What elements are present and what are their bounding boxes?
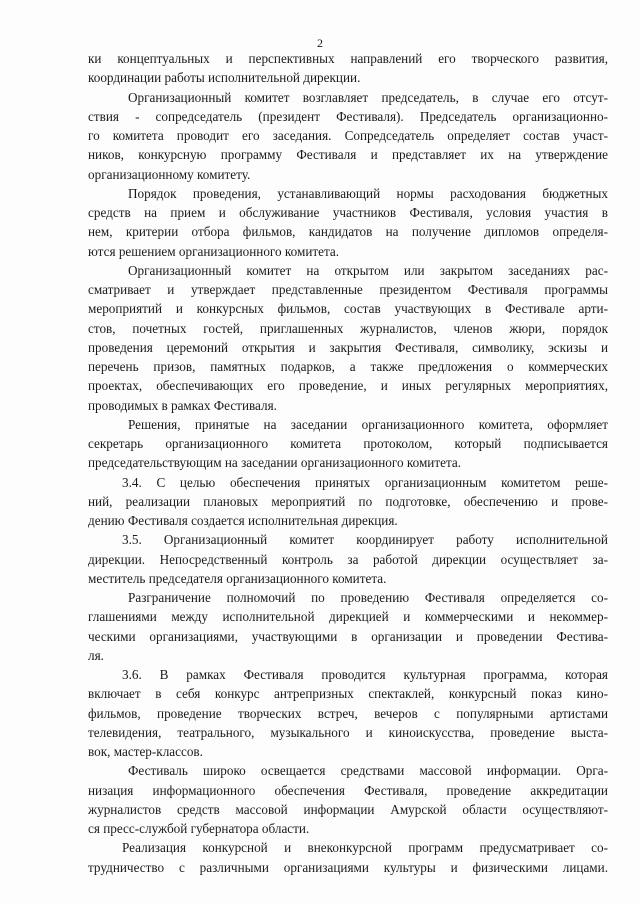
text-line: проводимых в рамках Фестиваля. [88, 397, 277, 413]
text-line: трудничество с различными организациями культуры и физическими лицами. [88, 859, 608, 875]
text-line: низация информационного обеспечения Фестиваля, проведение аккредитации [88, 782, 608, 798]
text-line: проведения церемоний открытия и закрытия Фестиваля, символику, эскизы и [88, 339, 608, 355]
text-line: телевидения, театрального, музыкального и киноискусства, проведение выста- [88, 724, 608, 740]
text-line: стов, почетных гостей, приглашенных журналистов, членов жюри, порядок [88, 320, 608, 336]
text-line: Порядок проведения, устанавливающий нормы расходования бюджетных [128, 185, 608, 201]
text-line: 3.4. С целью обеспечения принятых организационным комитетом реше- [122, 474, 608, 490]
text-line: включает в себя конкурс антрепризных спектаклей, конкурсный показ кино- [88, 686, 608, 702]
text-line: 3.6. В рамках Фестиваля проводится культурная программа, которая [122, 667, 608, 682]
text-line: перечень призов, памятных подарков, а также предложения о коммерческих [88, 359, 608, 374]
text-line: меститель председателя организационного комитета. [88, 570, 387, 586]
text-line: журналистов средств массовой информации Амурской области осуществляют- [88, 801, 608, 817]
text-line: Разграничение полномочий по проведению Фестиваля определяется со- [128, 590, 608, 605]
text-line: Организационный комитет возглавляет председатель, в случае его отсут- [128, 89, 608, 105]
text-line: дирекции. Непосредственный контроль за работой дирекции осуществляет за- [88, 551, 608, 567]
text-line: ствия - сопредседатель (президент Фестиваля). Председатель организационно- [88, 108, 608, 124]
text-line: нем, критерии отбора фильмов, кандидатов на получение дипломов определя- [88, 224, 608, 240]
text-line: ний, реализации плановых мероприятий по подготовке, обеспечению и прове- [88, 493, 608, 509]
text-line: ки концептуальных и перспективных направлений его творческого развития, [88, 51, 608, 66]
text-line: 3.5. Организационный комитет координирует работу исполнительной [122, 532, 608, 548]
text-line: го комитета проводит его заседания. Сопредседатель определяет состав участ- [88, 128, 608, 143]
text-line: Организационный комитет на открытом или закрытом заседаниях рас- [128, 262, 608, 278]
document-body [88, 49, 608, 877]
text-line: мероприятий и конкурсных фильмов, состав участвующих в Фестивале арти- [88, 301, 608, 317]
text-line: глашениями между исполнительной дирекцией и коммерческими и некоммер- [88, 609, 608, 625]
text-line: Реализация конкурсной и внеконкурсной программ предусматривает со- [122, 840, 608, 856]
text-line: координации работы исполнительной дирекции. [88, 70, 361, 86]
text-line: ются решением организационного комитета. [88, 243, 340, 259]
page-number: 2 [317, 36, 323, 50]
text-line: секретарь организационного комитета протоколом, который подписывается [88, 436, 608, 451]
text-line: ся пресс-службой губернатора области. [88, 821, 310, 836]
text-line: проектах, обеспечивающих его проведение, и иных регулярных мероприятиях, [88, 378, 608, 394]
text-line: дению Фестиваля создается исполнительная дирекция. [88, 513, 398, 528]
text-line: вок, мастер-классов. [88, 744, 203, 759]
text-line: сматривает и утверждает представленные президентом Фестиваля программы [88, 282, 608, 297]
text-line: ля. [88, 647, 104, 663]
text-line: фильмов, проведение творческих встреч, вечеров с популярными артистами [88, 705, 608, 721]
text-line: ников, конкурсную программу Фестиваля и представляет их на утверждение [88, 147, 608, 163]
text-line: председательствующим на заседании организационного комитета. [88, 455, 462, 471]
text-line: ческими организациями, участвующими в организации и проведении Фестива- [88, 628, 608, 644]
text-line: Решения, принятые на заседании организационного комитета, оформляет [128, 416, 608, 432]
text-line: Фестиваль широко освещается средствами массовой информации. Орга- [128, 763, 608, 779]
text-line: средств на прием и обслуживание участников Фестиваля, условия участия в [88, 205, 608, 220]
text-line: организационному комитету. [88, 166, 251, 182]
